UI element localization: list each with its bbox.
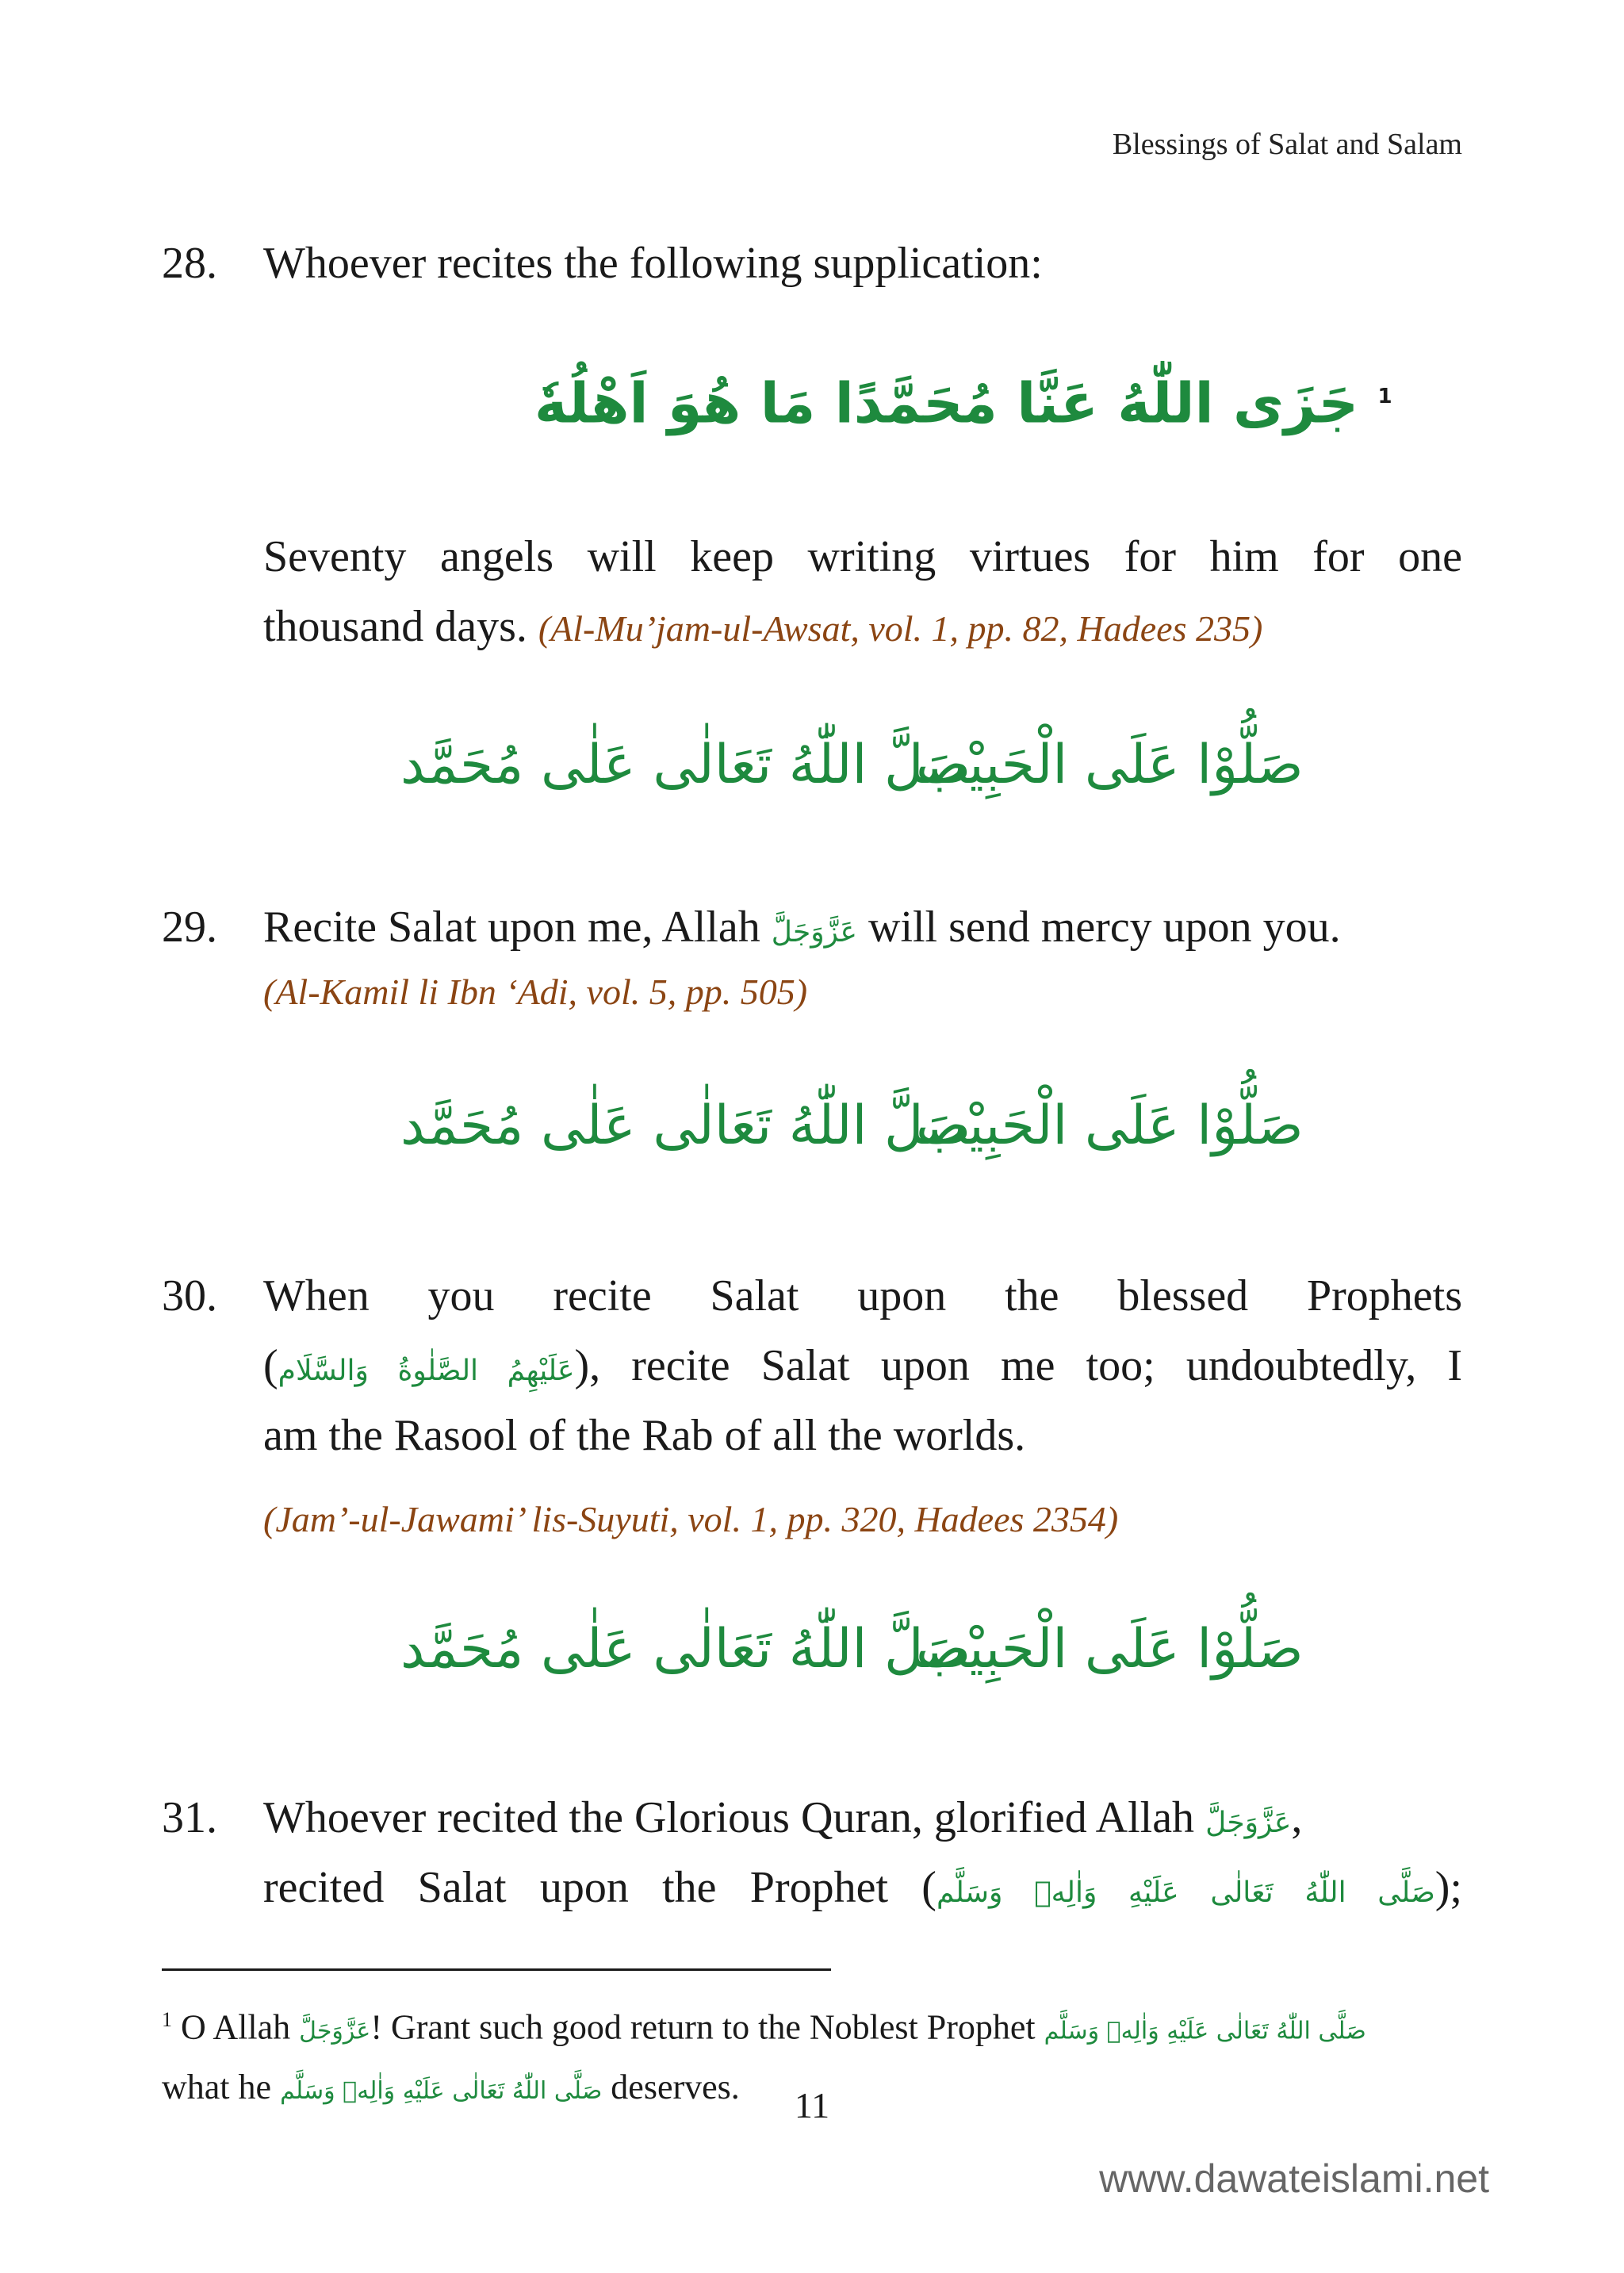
durood-line <box>0 734 1624 821</box>
item-number: 30. <box>162 1271 217 1320</box>
honorific: صَلَّى اللّٰهُ تَعَالٰى عَلَيْهِ وَاٰلِهٖ وَسَلَّم <box>936 1876 1435 1909</box>
durood-line <box>0 1618 1624 1705</box>
hadees-reference: (Al-Mu’jam-ul-Awsat, vol. 1, pp. 82, Hadees 235) <box>538 608 1263 649</box>
item-number: 28. <box>162 239 217 288</box>
honorific: عَزَّوَجَلَّ <box>1205 1807 1292 1839</box>
honorific: عَزَّوَجَلَّ <box>299 2017 371 2045</box>
durood-right: صَلُّوْا عَلَی الْحَبِیْب <box>916 734 1304 796</box>
item-31 <box>162 1783 1462 1926</box>
durood-right: صَلُّوْا عَلَی الْحَبِیْب <box>916 1618 1304 1681</box>
footnote: $^1$ O Allah عَزَّوَجَلَّ! Grant such good return to the Noblest Prophet صَلَّى اللّٰهُ تَعَالٰى عَلَيْهِ وَاٰلِهٖ وَسَلَّم what he صَلَّى اللّٰهُ تَعَالٰى عَلَيْهِ وَاٰلِهٖ وَسَلَّم deserves. <box>162 2007 1366 2106</box>
website-watermark: www.dawateislami.net <box>1099 2156 1489 2201</box>
durood-left: صَلَّ اللّٰهُ تَعَالٰی عَلٰی مُحَمَّد <box>400 734 971 796</box>
item-text: When you recite Salat upon the blessed Prophets <box>263 1271 1462 1320</box>
item-text-continued: recited Salat upon the Prophet (صَلَّى اللّٰهُ تَعَالٰى عَلَيْهِ وَاٰلِهٖ وَسَلَّم); <box>263 1863 1462 1912</box>
honorific: عَزَّوَجَلَّ <box>771 916 857 949</box>
honorific: صَلَّى اللّٰهُ تَعَالٰى عَلَيْهِ وَاٰلِهٖ وَسَلَّم <box>1044 2017 1366 2045</box>
item-text: Recite Salat upon me, Allah عَزَّوَجَلَّ will send mercy upon you. <box>263 903 1341 952</box>
item-text: Whoever recites the following supplication: <box>263 239 1043 288</box>
durood-left: صَلَّ اللّٰهُ تَعَالٰی عَلٰی مُحَمَّد <box>400 1618 971 1681</box>
page-number: 11 <box>794 2085 830 2125</box>
honorific: عَلَیْهِمُ الصَّلٰوةُ وَالسَّلَام <box>278 1355 575 1387</box>
running-header: Blessings of Salat and Salam <box>1112 128 1462 161</box>
item-text-continued: Seventy angels will keep writing virtues for him for one <box>263 532 1462 581</box>
item-29 <box>162 892 1462 1035</box>
item-text-continued: (عَلَیْهِمُ الصَّلٰوةُ وَالسَّلَام), recite Salat upon me too; undoubtedly, I <box>263 1341 1462 1390</box>
item-text: Whoever recited the Glorious Quran, glorified Allah عَزَّوَجَلَّ, <box>263 1793 1303 1842</box>
footnote-marker: 1 <box>1377 385 1392 408</box>
supplication-arabic: $^1$ جَزَی اللّٰهُ عَنَّا مُحَمَّدًا مَا هُوَ اَهْلُهٗ <box>534 370 1392 436</box>
durood-right: صَلُّوْا عَلَی الْحَبِیْب <box>916 1094 1304 1157</box>
durood-line <box>0 1094 1624 1182</box>
item-30 <box>162 1261 1462 1562</box>
item-text-continued: thousand days. (Al-Mu’jam-ul-Awsat, vol. 1, pp. 82, Hadees 235) <box>263 602 1263 651</box>
durood-left: صَلَّ اللّٰهُ تَعَالٰی عَلٰی مُحَمَّد <box>400 1094 971 1157</box>
item-28 <box>162 228 1462 704</box>
hadees-reference: (Jam’-ul-Jawami’ lis-Suyuti, vol. 1, pp. 320, Hadees 2354) <box>263 1499 1119 1539</box>
item-text-continued: am the Rasool of the Rab of all the worlds. <box>263 1411 1026 1460</box>
honorific: صَلَّى اللّٰهُ تَعَالٰى عَلَيْهِ وَاٰلِهٖ وَسَلَّم <box>280 2076 603 2105</box>
item-number: 29. <box>162 903 217 952</box>
item-number: 31. <box>162 1793 217 1842</box>
footnote-divider <box>162 1968 831 1971</box>
hadees-reference: (Al-Kamil li Ibn ‘Adi, vol. 5, pp. 505) <box>263 972 808 1012</box>
footnote-number: 1 <box>162 2008 172 2031</box>
